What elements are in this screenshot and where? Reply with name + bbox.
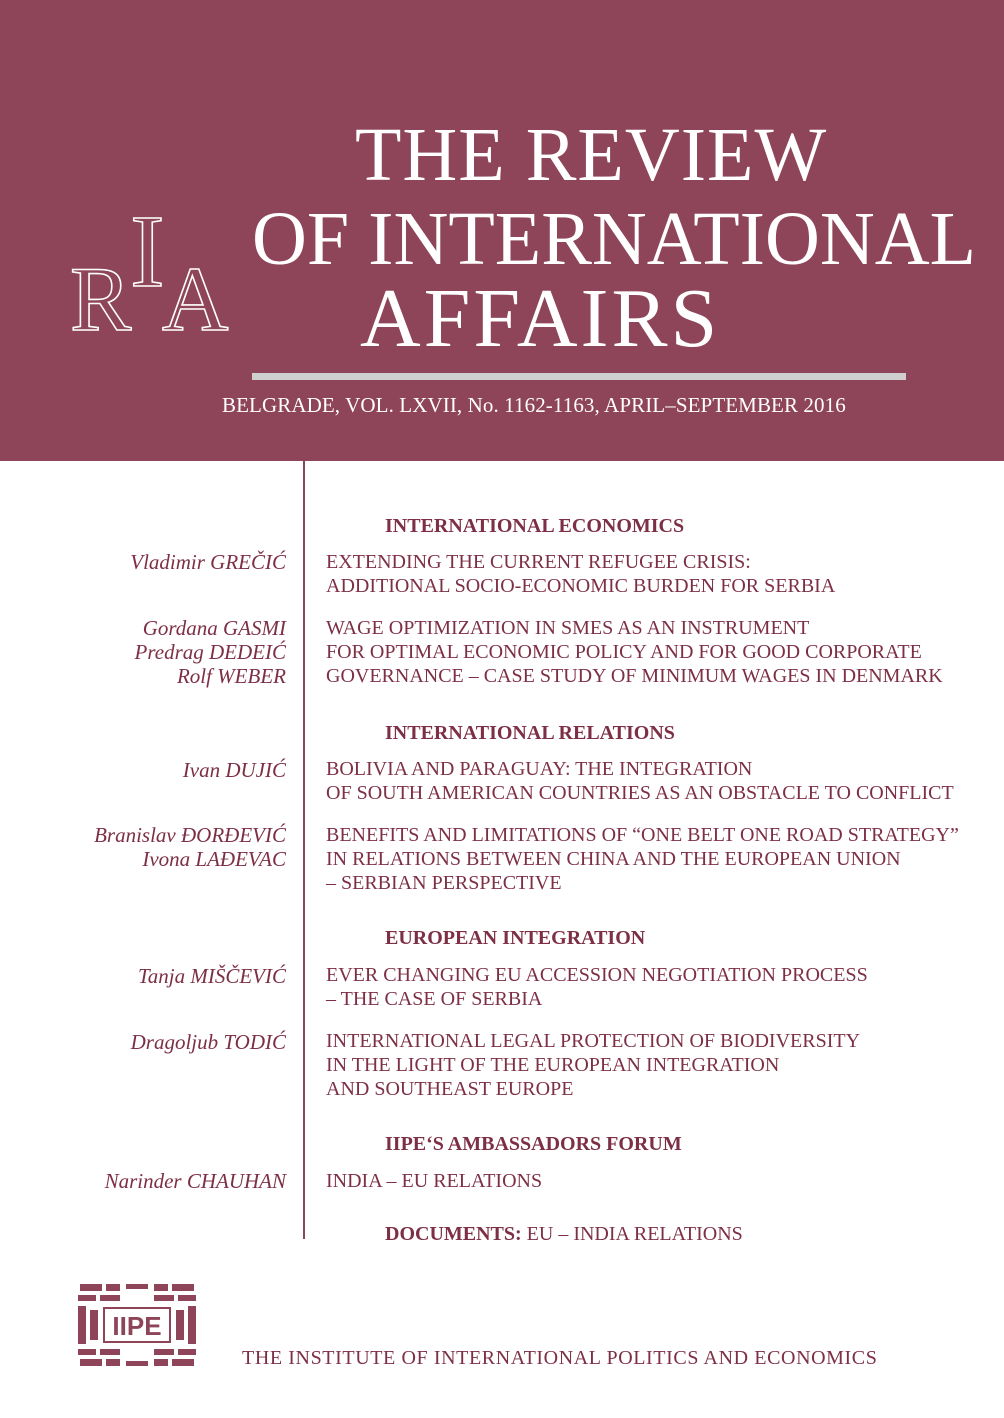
documents-text: EU – INDIA RELATIONS [521, 1223, 743, 1245]
article-title-line: – THE CASE OF SERBIA [326, 988, 543, 1010]
article-title-line: AND SOUTHEAST EUROPE [326, 1078, 574, 1100]
author-name: Tanja MIŠČEVIĆ [138, 964, 286, 988]
author-name: Rolf WEBER [176, 664, 286, 688]
article-title-line: BOLIVIA AND PARAGUAY: THE INTEGRATION [326, 758, 753, 780]
section-title: EUROPEAN INTEGRATION [385, 927, 646, 949]
article-title [326, 963, 868, 1011]
cover-header [0, 0, 1004, 461]
journal-title-line-3: AFFAIRS [360, 272, 721, 365]
article-authors [135, 616, 286, 688]
author-name: Vladimir GREČIĆ [130, 550, 286, 574]
article-title-line: INTERNATIONAL LEGAL PROTECTION OF BIODIVERSITY [326, 1030, 861, 1052]
svg-text:A: A [162, 248, 229, 338]
iipe-logo [78, 1284, 196, 1366]
article-title-line: IN RELATIONS BETWEEN CHINA AND THE EUROPEAN UNION [326, 848, 901, 870]
article-title [326, 1169, 542, 1193]
section-title: INTERNATIONAL ECONOMICS [385, 515, 685, 537]
author-name: Gordana GASMI [142, 616, 286, 640]
article-title [326, 757, 954, 805]
article-authors [183, 758, 286, 782]
article-authors [94, 823, 286, 871]
contents-divider [303, 461, 305, 1239]
section-title: IIPE‘S AMBASSADORS FORUM [385, 1133, 682, 1155]
author-name: Predrag DEDEIĆ [134, 640, 286, 664]
article-title [326, 550, 835, 598]
article-title-line: WAGE OPTIMIZATION IN SMES AS AN INSTRUMENT [326, 617, 810, 639]
article-title [326, 616, 943, 688]
article-title-line: EVER CHANGING EU ACCESSION NEGOTIATION PROCESS [326, 964, 868, 986]
article-title-line: GOVERNANCE – CASE STUDY OF MINIMUM WAGES IN DENMARK [326, 665, 943, 687]
author-name: Narinder CHAUHAN [104, 1169, 286, 1193]
article-title-line: OF SOUTH AMERICAN COUNTRIES AS AN OBSTACLE TO CONFLICT [326, 782, 954, 804]
article-title-line: IN THE LIGHT OF THE EUROPEAN INTEGRATION [326, 1054, 780, 1076]
article-title [326, 823, 959, 895]
journal-title-line-1: THE REVIEW [355, 113, 828, 197]
author-name: Ivan DUJIĆ [182, 758, 286, 782]
title-underline [252, 373, 906, 380]
author-name: Dragoljub TODIĆ [130, 1030, 286, 1054]
article-title-line: EXTENDING THE CURRENT REFUGEE CRISIS: [326, 551, 751, 573]
author-name: Ivona LAĐEVAC [142, 847, 286, 871]
article-title-line: – SERBIAN PERSPECTIVE [326, 872, 562, 894]
issue-info: BELGRADE, VOL. LXVII, No. 1162-1163, APRIL–SEPTEMBER 2016 [222, 393, 846, 417]
institute-name: THE INSTITUTE OF INTERNATIONAL POLITICS AND ECONOMICS [242, 1347, 878, 1369]
section-title: INTERNATIONAL RELATIONS [385, 722, 675, 744]
journal-title-line-2: OF INTERNATIONAL [252, 197, 977, 281]
article-title-line: FOR OPTIMAL ECONOMIC POLICY AND FOR GOOD CORPORATE [326, 641, 922, 663]
svg-text:R: R [70, 248, 132, 338]
documents-label: DOCUMENTS: [385, 1223, 522, 1245]
article-authors [130, 550, 286, 574]
iipe-logo-text: IIPE [112, 1311, 162, 1341]
article-authors [105, 1169, 286, 1193]
svg-text:I: I [130, 194, 165, 309]
ria-logo [68, 182, 250, 338]
author-name: Branislav ĐORĐEVIĆ [94, 823, 286, 847]
documents-entry [385, 1223, 743, 1246]
article-title-line: INDIA – EU RELATIONS [326, 1170, 543, 1192]
article-authors [138, 964, 286, 988]
article-title-line: BENEFITS AND LIMITATIONS OF “ONE BELT ONE ROAD STRATEGY” [326, 824, 959, 846]
article-authors [131, 1030, 286, 1054]
article-title [326, 1029, 860, 1101]
article-title-line: ADDITIONAL SOCIO-ECONOMIC BURDEN FOR SERBIA [326, 575, 836, 597]
